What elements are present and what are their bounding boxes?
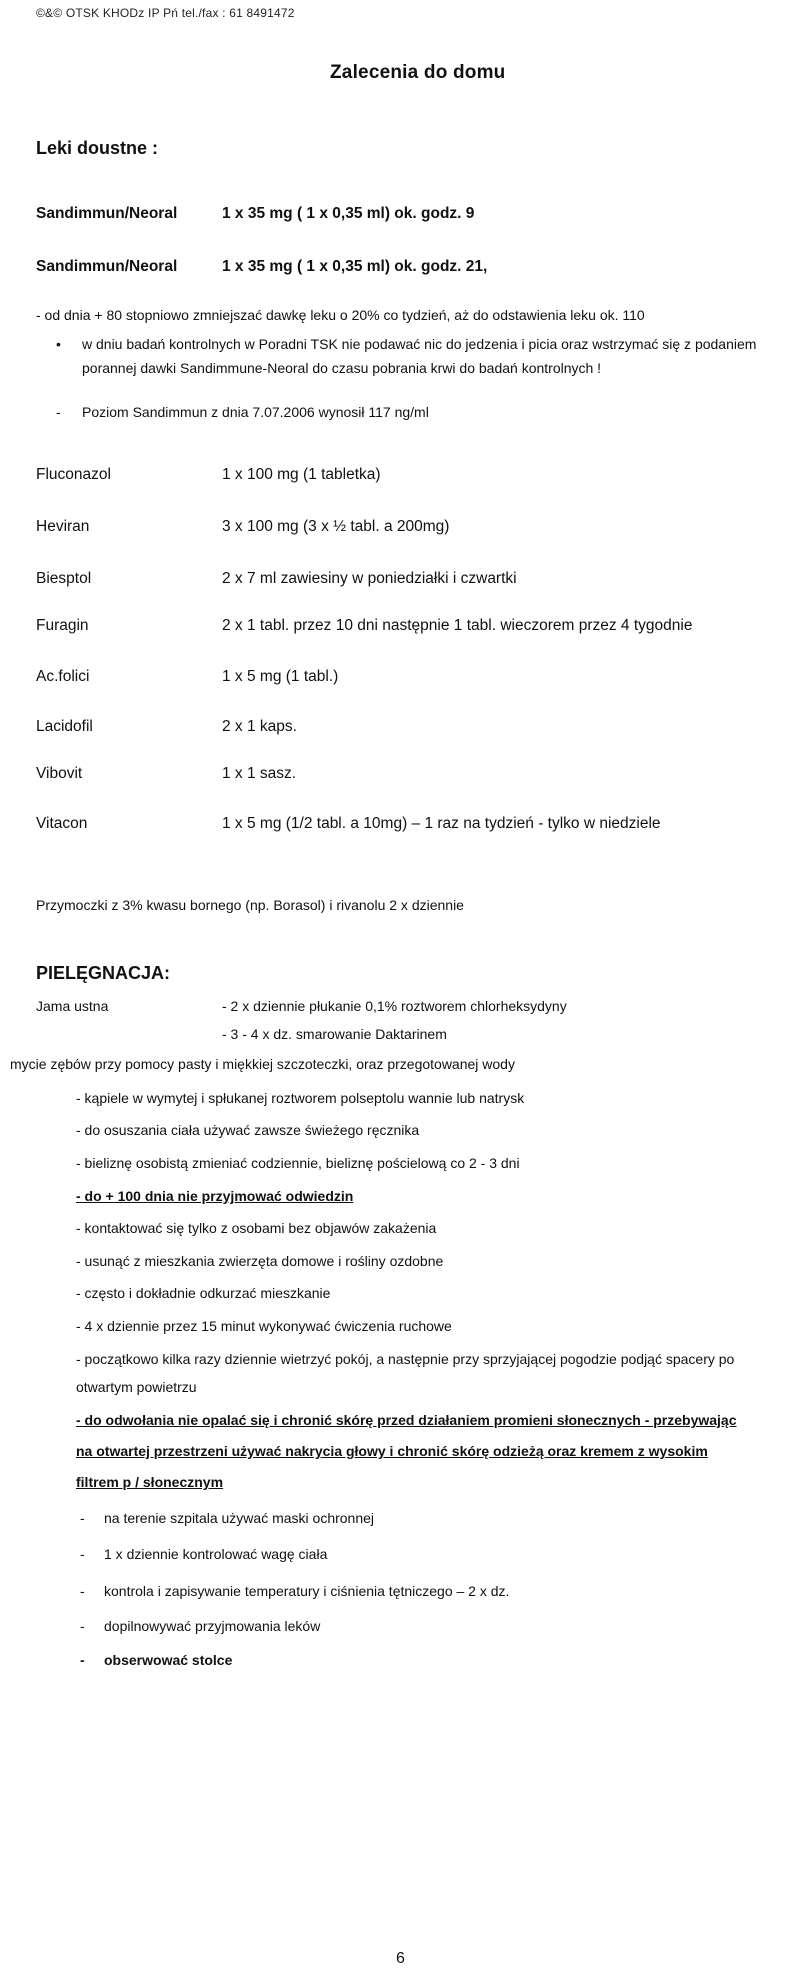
drug-name: Heviran bbox=[36, 518, 90, 535]
drug-row bbox=[36, 668, 338, 686]
final-item-bold: obserwować stolce bbox=[104, 1652, 233, 1668]
drug-dose: 1 x 5 mg (1/2 tabl. a 10mg) – 1 raz na tydzień - tylko w niedziele bbox=[222, 815, 661, 832]
drug-dose: 2 x 7 ml zawiesiny w poniedziałki i czwartki bbox=[222, 570, 517, 587]
mouth-rinse: - 2 x dziennie płukanie 0,1% roztworem chlorheksydyny bbox=[222, 998, 567, 1014]
drug-dose: 3 x 100 mg (3 x ½ tabl. a 200mg) bbox=[222, 518, 450, 535]
drug-row bbox=[36, 718, 297, 736]
drug-dose: 1 x 1 sasz. bbox=[222, 765, 297, 782]
drug-row bbox=[36, 765, 296, 783]
care-item: - kontaktować się tylko z osobami bez objawów zakażenia bbox=[76, 1220, 437, 1236]
control-visit-bullet bbox=[56, 336, 757, 376]
taper-note: - od dnia + 80 stopniowo zmniejszać dawkę leku o 20% co tydzień, aż do odstawienia leku ok. 110 bbox=[36, 307, 645, 323]
drug-row bbox=[36, 617, 692, 635]
teeth-brushing: mycie zębów przy pomocy pasty i miękkiej szczoteczki, oraz przegotowanej wody bbox=[10, 1056, 515, 1072]
drug-name: Fluconazol bbox=[36, 466, 111, 483]
drug-dose: 1 x 35 mg ( 1 x 0,35 ml) ok. godz. 21, bbox=[222, 258, 488, 275]
sun-warning-2: na otwartej przestrzeni używać nakrycia głowy i chronić skórę odzieżą oraz kremem z wysokim bbox=[76, 1443, 708, 1459]
bullet-line: Poziom Sandimmun z dnia 7.07.2006 wynosił 117 ng/ml bbox=[82, 404, 429, 420]
level-bullet bbox=[56, 404, 429, 420]
mouth-label: Jama ustna bbox=[36, 998, 109, 1014]
compress-note: Przymoczki z 3% kwasu bornego (np. Borasol) i rivanolu 2 x dziennie bbox=[36, 897, 464, 913]
final-dash: - bbox=[80, 1618, 85, 1634]
care-item: - do osuszania ciała używać zawsze świeżego ręcznika bbox=[76, 1122, 420, 1138]
walk-line-2: otwartym powietrzu bbox=[76, 1379, 197, 1395]
drug-dose: 2 x 1 tabl. przez 10 dni następnie 1 tabl. wieczorem przez 4 tygodnie bbox=[222, 617, 693, 634]
drug-row bbox=[36, 815, 661, 833]
care-heading: PIELĘGNACJA: bbox=[36, 963, 171, 983]
final-dash: - bbox=[80, 1652, 85, 1668]
sun-warning-3: filtrem p / słonecznym bbox=[76, 1474, 224, 1490]
drug-name: Sandimmun/Neoral bbox=[36, 258, 178, 275]
drug-dose: 1 x 100 mg (1 tabletka) bbox=[222, 466, 381, 483]
care-item-visits: - do + 100 dnia nie przyjmować odwiedzin bbox=[76, 1188, 354, 1204]
care-item: - często i dokładnie odkurzać mieszkanie bbox=[76, 1285, 331, 1301]
page-title: Zalecenia do domu bbox=[330, 62, 506, 83]
bullet-line: porannej dawki Sandimmune-Neoral do czasu pobrania krwi do badań kontrolnych ! bbox=[82, 360, 602, 376]
final-item: kontrola i zapisywanie temperatury i ciśnienia tętniczego – 2 x dz. bbox=[104, 1583, 510, 1599]
bullet-dot: • bbox=[56, 336, 61, 352]
final-dash: - bbox=[80, 1583, 85, 1599]
sandimmun-row-2 bbox=[36, 258, 487, 276]
drug-dose: 2 x 1 kaps. bbox=[222, 718, 297, 735]
bullet-line: w dniu badań kontrolnych w Poradni TSK nie podawać nic do jedzenia i picia oraz wstrzymać się z podaniem bbox=[82, 336, 757, 352]
drug-row bbox=[36, 466, 381, 484]
final-dash: - bbox=[80, 1546, 85, 1562]
final-item: dopilnowywać przyjmowania leków bbox=[104, 1618, 321, 1634]
sandimmun-row-1 bbox=[36, 205, 474, 223]
drug-name: Ac.folici bbox=[36, 668, 90, 685]
oral-meds-heading: Leki doustne : bbox=[36, 138, 159, 158]
final-item: 1 x dziennie kontrolować wagę ciała bbox=[104, 1546, 328, 1562]
drug-name: Biesptol bbox=[36, 570, 92, 587]
final-item: na terenie szpitala używać maski ochronnej bbox=[104, 1510, 375, 1526]
drug-name: Lacidofil bbox=[36, 718, 93, 735]
drug-name: Furagin bbox=[36, 617, 89, 634]
final-dash: - bbox=[80, 1510, 85, 1526]
mouth-daktarin: - 3 - 4 x dz. smarowanie Daktarinem bbox=[222, 1026, 447, 1042]
drug-name: Vibovit bbox=[36, 765, 83, 782]
walk-line-1: - początkowo kilka razy dziennie wietrzyć pokój, a następnie przy sprzyjającej pogodzie podjąć spacery po bbox=[76, 1351, 735, 1367]
sun-warning-1: - do odwołania nie opalać się i chronić skórę przed działaniem promieni słonecznych - przebywając bbox=[76, 1412, 737, 1428]
drug-row bbox=[36, 570, 517, 588]
drug-row bbox=[36, 518, 449, 536]
drug-name: Sandimmun/Neoral bbox=[36, 205, 178, 222]
page-number: 6 bbox=[396, 1950, 405, 1967]
drug-name: Vitacon bbox=[36, 815, 88, 832]
bullet-dash: - bbox=[56, 404, 61, 420]
drug-dose: 1 x 5 mg (1 tabl.) bbox=[222, 668, 339, 685]
drug-dose: 1 x 35 mg ( 1 x 0,35 ml) ok. godz. 9 bbox=[222, 205, 475, 222]
care-item: - kąpiele w wymytej i spłukanej roztworem polseptolu wannie lub natrysk bbox=[76, 1090, 525, 1106]
fax-header: ©&© OTSK KHODz IP Pń tel./fax : 61 8491472 bbox=[36, 6, 295, 20]
care-item: - usunąć z mieszkania zwierzęta domowe i rośliny ozdobne bbox=[76, 1253, 444, 1269]
care-item: - bieliznę osobistą zmieniać codziennie, bieliznę pościelową co 2 - 3 dni bbox=[76, 1155, 520, 1171]
care-item: - 4 x dziennie przez 15 minut wykonywać ćwiczenia ruchowe bbox=[76, 1318, 452, 1334]
